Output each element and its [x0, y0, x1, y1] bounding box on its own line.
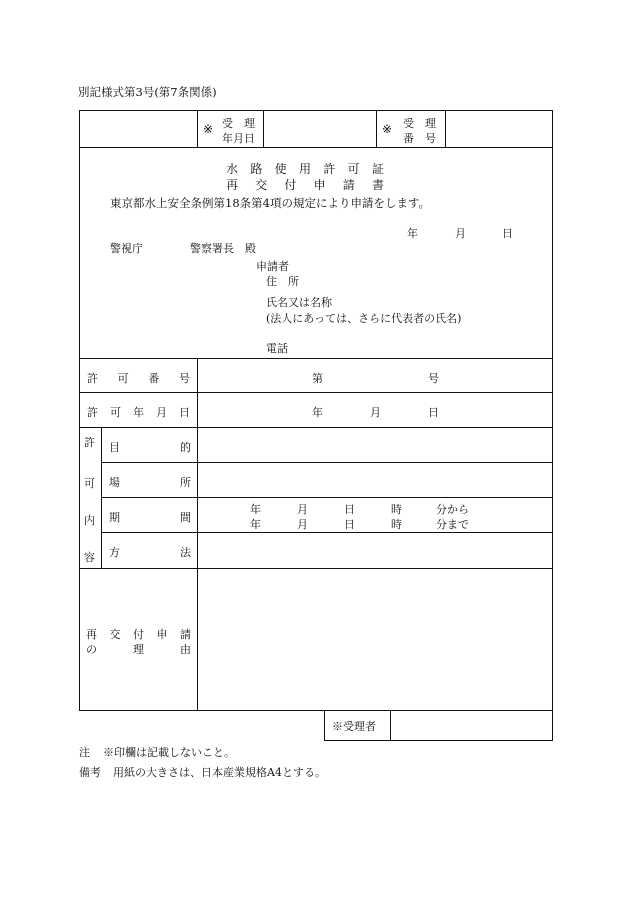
receiver-label: ※受理者 [332, 720, 376, 733]
reason-field[interactable] [199, 570, 551, 709]
receipt-date-mark: ※ [203, 122, 214, 136]
receipt-number-field[interactable] [447, 112, 551, 146]
period-to-hour: 時 [391, 518, 402, 531]
period-to-suffix: 分まで [436, 518, 469, 531]
period-to-day: 日 [344, 518, 355, 531]
divider [445, 110, 446, 148]
permit-date-field[interactable] [250, 396, 450, 424]
method-label: 方 法 [109, 546, 191, 559]
police-station-field[interactable] [150, 238, 188, 254]
divider [376, 110, 377, 148]
phone-label: 電話 [266, 342, 288, 355]
permit-number-field[interactable] [330, 362, 422, 388]
applicant-label: 申請者 [256, 260, 289, 273]
permit-number-label: 許 可 番 号 [87, 372, 190, 385]
application-date-field[interactable] [360, 222, 540, 240]
addressee-title: 警察署長 殿 [190, 242, 256, 255]
period-from-hour: 時 [391, 503, 402, 516]
divider [79, 427, 553, 428]
divider [101, 497, 553, 498]
reason-label-line-2: の 理 由 [86, 643, 191, 656]
reason-label-line-1: 再 交 付 申 請 [86, 628, 191, 641]
address-label: 住 所 [266, 275, 299, 288]
permit-number-suffix: 号 [428, 372, 439, 385]
name-note: (法人にあっては、さらに代表者の氏名) [266, 312, 462, 325]
form-title-line-2: 再 交 付 申 請 書 [226, 178, 384, 192]
content-label-3: 内 [84, 514, 95, 527]
content-label-2: 可 [84, 477, 95, 490]
divider [79, 392, 553, 393]
divider [197, 110, 198, 148]
application-statement: 東京都水上安全条例第18条第4項の規定により申請をします。 [110, 196, 431, 210]
receiver-field[interactable] [392, 712, 551, 739]
divider [263, 110, 264, 148]
divider [79, 358, 553, 359]
receipt-number-mark: ※ [382, 122, 393, 136]
permit-date-month: 月 [370, 406, 381, 419]
receipt-date-label-1: 受 理 [222, 117, 255, 130]
period-from-year: 年 [250, 503, 261, 516]
note-label: 注 [79, 746, 90, 759]
receipt-date-label-2: 年月日 [222, 132, 255, 145]
place-field[interactable] [199, 464, 551, 496]
period-to-month: 月 [297, 518, 308, 531]
divider [79, 147, 553, 148]
divider [390, 710, 391, 741]
purpose-field[interactable] [199, 429, 551, 461]
divider [197, 358, 198, 711]
period-field[interactable] [199, 499, 551, 531]
divider [79, 568, 553, 569]
address-field[interactable] [310, 272, 540, 288]
divider [101, 532, 553, 533]
permit-date-year: 年 [312, 406, 323, 419]
permit-number-prefix: 第 [312, 372, 323, 385]
note-text: ※印欄は記載しないこと。 [103, 746, 235, 759]
content-label-1: 許 [84, 436, 95, 449]
form-header: 別記様式第3号(第7条関係) [78, 85, 217, 99]
remark-text: 用紙の大きさは、日本産業規格A4とする。 [113, 766, 326, 779]
name-field[interactable] [340, 293, 540, 309]
period-from-suffix: 分から [436, 503, 469, 516]
period-to-year: 年 [250, 518, 261, 531]
date-day-label: 日 [502, 227, 513, 240]
addressee-agency: 警視庁 [110, 242, 143, 255]
period-label: 期 間 [109, 511, 191, 524]
date-month-label: 月 [455, 227, 466, 240]
receipt-number-label-2: 番 号 [403, 132, 436, 145]
purpose-label: 目 的 [109, 441, 191, 454]
method-field[interactable] [199, 534, 551, 567]
form-title-line-1: 水 路 使 用 許 可 証 [226, 162, 384, 176]
divider [101, 462, 553, 463]
permit-date-day: 日 [428, 406, 439, 419]
receipt-date-field[interactable] [265, 112, 375, 146]
phone-field[interactable] [300, 338, 540, 354]
receipt-number-label-1: 受 理 [403, 117, 436, 130]
permit-date-label: 許 可 年 月 日 [87, 406, 190, 419]
remark-label: 備考 [79, 766, 101, 779]
place-label: 場 所 [109, 476, 191, 489]
name-label: 氏名又は名称 [266, 296, 332, 309]
content-label-4: 容 [84, 551, 95, 564]
period-from-day: 日 [344, 503, 355, 516]
date-year-label: 年 [407, 227, 418, 240]
period-from-month: 月 [297, 503, 308, 516]
